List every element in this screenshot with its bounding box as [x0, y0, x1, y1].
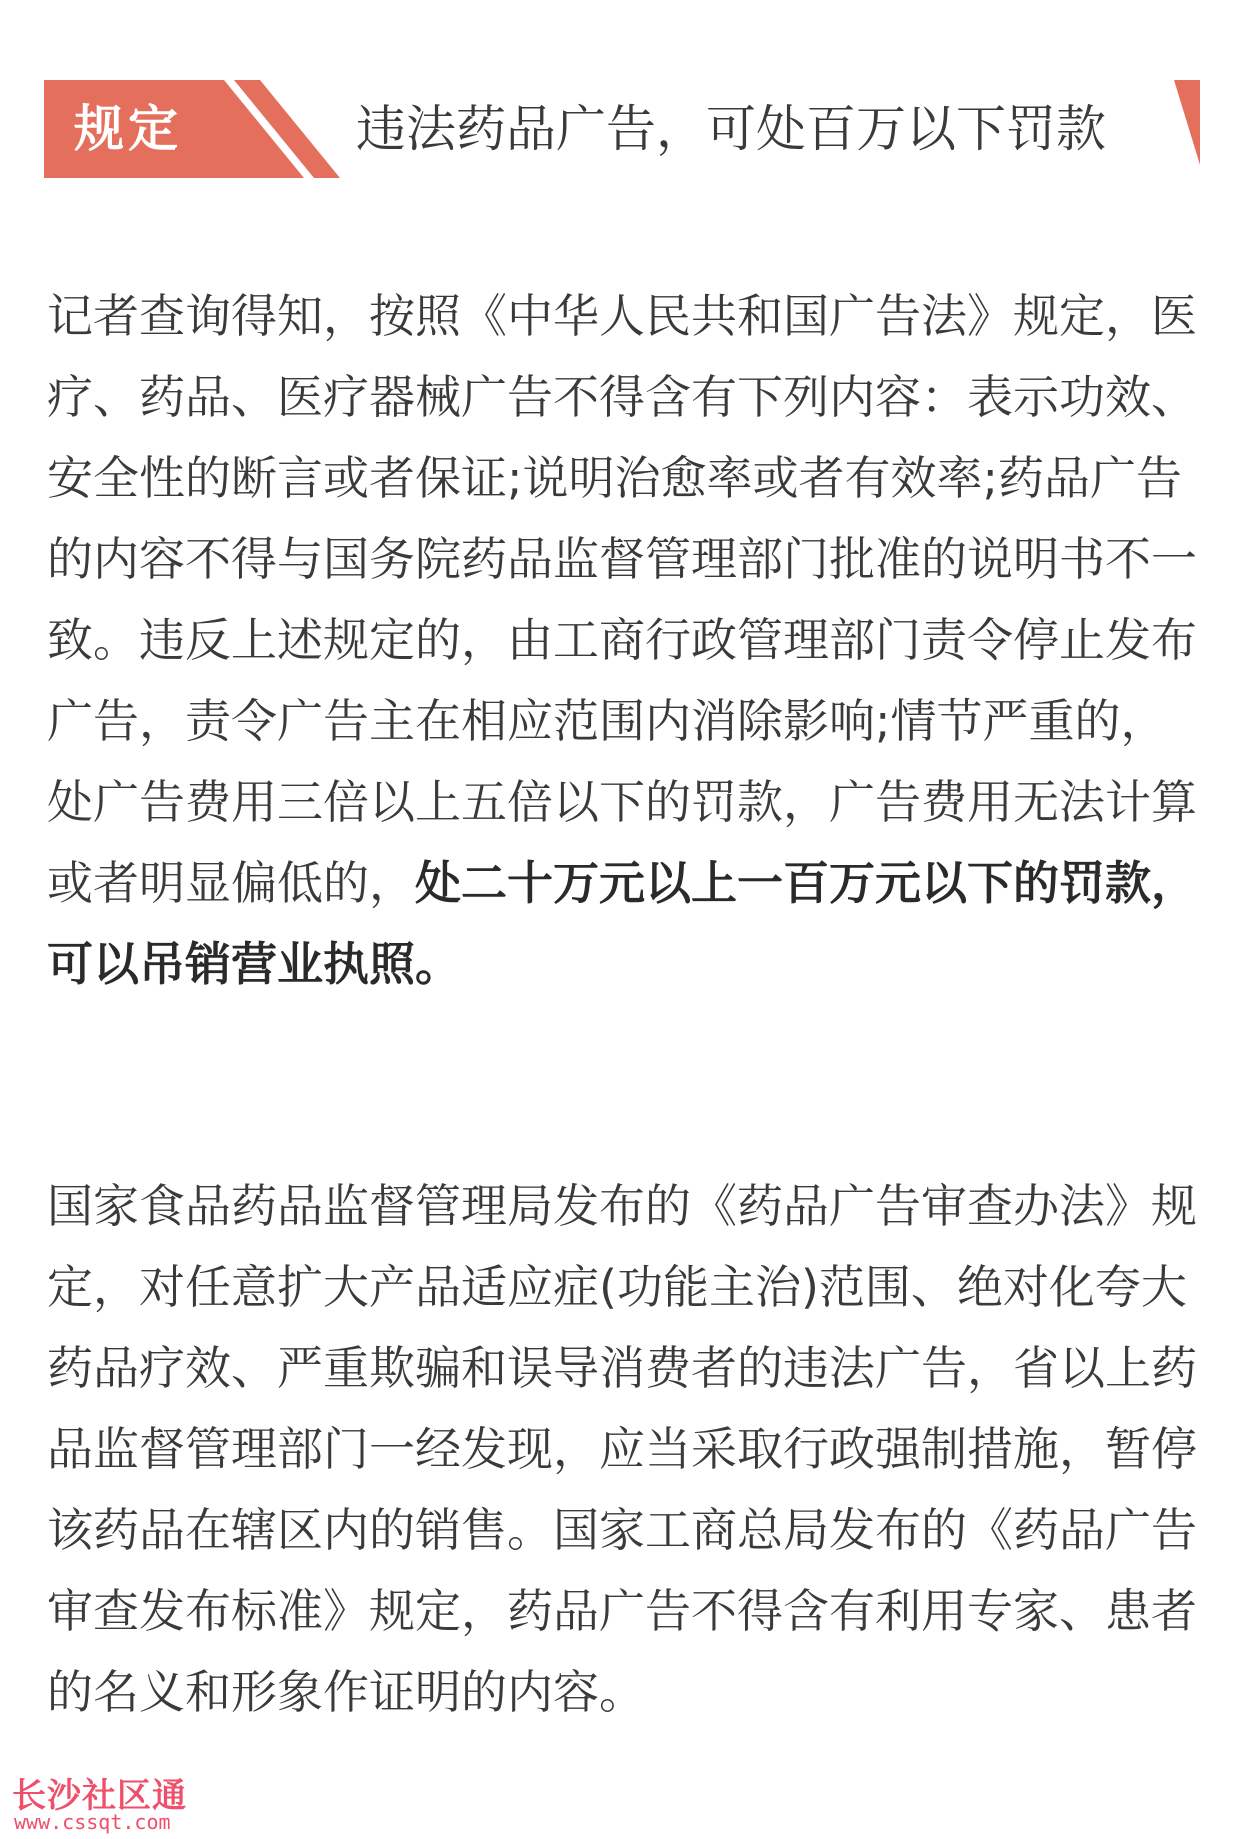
paragraph-2-text: 国家食品药品监督管理局发布的《药品广告审查办法》规定，对任意扩大产品适应症(功能主治)范围、绝对化夸大药品疗效、严重欺骗和误导消费者的违法广告，省以上药品监督管理部门一经发现，应当采取行政强制措施，暂停该药品在辖区内的销售。国家工商总局发布的《药品广告审查发布标准》规定，药品广告不得含有利用专家、患者的名义和形象作证明的内容。	[47, 1179, 1197, 1719]
header-corner-decoration	[1174, 80, 1200, 178]
watermark-name: 长沙社区通	[12, 1776, 187, 1816]
section-header	[44, 80, 1200, 178]
paragraph-1-emphasis: 处二十万元以上一百万元以下的罚款，可以吊销营业执照。	[47, 856, 1197, 991]
section-title: 违法药品广告，可处百万以下罚款	[356, 100, 1106, 158]
section-tag: 规定	[74, 100, 182, 158]
article-paragraph-2	[47, 1166, 1197, 1733]
article-paragraph-1	[47, 276, 1197, 1005]
watermark	[12, 1768, 232, 1834]
watermark-url: www.cssqt.com	[14, 1810, 171, 1834]
paragraph-1-text: 记者查询得知，按照《中华人民共和国广告法》规定，医疗、药品、医疗器械广告不得含有下列内容：表示功效、安全性的断言或者保证;说明治愈率或者有效率;药品广告的内容不得与国务院药品监督管理部门批准的说明书不一致。违反上述规定的，由工商行政管理部门责令停止发布广告，责令广告主在相应范围内消除影响;情节严重的，处广告费用三倍以上五倍以下的罚款，广告费用无法计算或者明显偏低的，	[47, 289, 1197, 910]
